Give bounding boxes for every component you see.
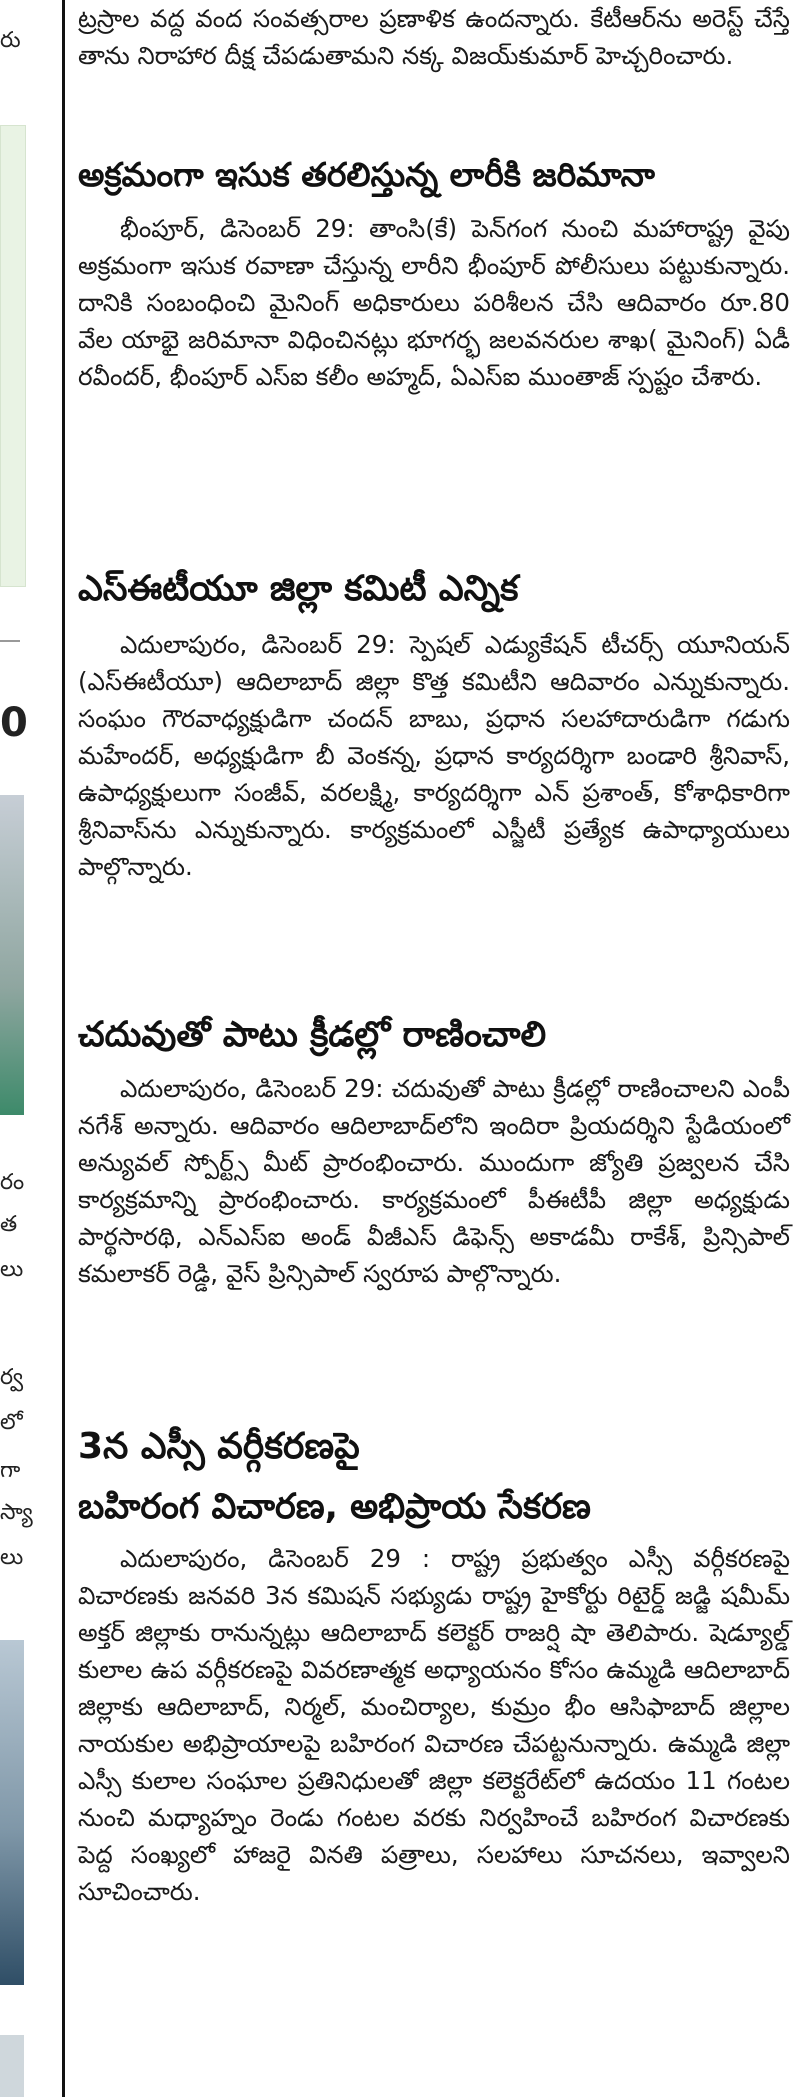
story-headline: చదువుతో పాటు క్రీడల్లో రాణించాలి (78, 1015, 547, 1055)
column-divider (0, 640, 20, 642)
clipped-text-fragment: రం (0, 1170, 25, 1195)
clipped-text-fragment: త (0, 1212, 18, 1237)
story-continuation (78, 0, 790, 74)
cropped-photo (0, 125, 26, 587)
story-sand-lorry-fine (78, 152, 790, 395)
story-sc-classification (78, 1424, 790, 1910)
story-paragraph: భీంపూర్, డిసెంబర్ 29: తాంసి(కే) పెన్‌గంగ నుంచి మహారాష్ట్ర వైపు అక్రమంగా ఇసుక రవాణా చేస్తున్న లారీని భీంపూర్ పోలీసులు పట్టుకున్నారు. దానికి సంబంధించి మైనింగ్ అధికారులు పరిశీలన చేసి ఆదివారం రూ.80 వేల యాభై జరిమానా విధించినట్లు భూగర్భ జలవనరుల శాఖ( మైనింగ్) ఏడీ రవీందర్, భీంపూర్ ఎస్ఐ కలీం అహ్మద్, ఏఎస్ఐ ముంతాజ్ స్పష్టం చేశారు. (78, 214, 790, 391)
clipped-text-fragment: 0 (0, 700, 28, 746)
clipped-text-fragment: స్యా (0, 1500, 33, 1525)
clipped-text-fragment: ర్వ (0, 1365, 24, 1390)
story-setu-committee (78, 566, 790, 885)
story-paragraph: ఎదులాపురం, డిసెంబర్ 29 : రాష్ట్ర ప్రభుత్వం ఎస్సీ వర్గీకరణపై విచారణకు జనవరి 3న కమిషన్ సభ్యుడు రాష్ట్ర హైకోర్టు రిటైర్డ్ జడ్జి షమీమ్ అక్తర్ జిల్లాకు రానున్నట్లు ఆదిలాబాద్ కలెక్టర్ రాజర్షి షా తెలిపారు. షెడ్యూల్డ్ కులాల ఉప వర్గీకరణపై వివరణాత్మక అధ్యాయనం కోసం ఉమ్మడి ఆదిలాబాద్ జిల్లాకు ఆదిలాబాద్, నిర్మల్, మంచిర్యాల, కుమ్రం భీం ఆసిఫాబాద్ జిల్లాల నాయకుల అభిప్రాయాలపై బహిరంగ విచారణ చేపట్టనున్నారు. ఉమ్మడి జిల్లా ఎస్సీ కులాల సంఘాల ప్రతినిధులతో జిల్లా కలెక్టరేట్‌లో ఉదయం 11 గంటల నుంచి మధ్యాహ్నం రెండు గంటల వరకు నిర్వహించే బహిరంగ విచారణకు పెద్ద సంఖ్యలో హాజరై వినతి పత్రాలు, సలహాలు సూచనలు, ఇవ్వాలని సూచించారు. (78, 1544, 790, 1906)
cropped-photo (0, 2035, 24, 2097)
clipped-text-fragment: గా (0, 1458, 21, 1483)
story-headline: అక్రమంగా ఇసుక తరలిస్తున్న లారీకి జరిమానా (78, 155, 655, 194)
story-subheadline: బహిరంగ విచారణ, అభిప్రాయ సేకరణ (78, 1487, 591, 1527)
clipped-text-fragment: లు (0, 1545, 24, 1570)
story-paragraph: ఎదులాపురం, డిసెంబర్ 29: చదువుతో పాటు క్రీడల్లో రాణించాలని ఎంపీ నగేశ్ అన్నారు. ఆదివారం ఆదిలాబాద్‌లోని ఇందిరా ప్రియదర్శిని స్టేడియంలో అన్యువల్ స్పోర్ట్స్ మీట్ ప్రారంభించారు. ముందుగా జ్యోతి ప్రజ్వలన చేసి కార్యక్రమాన్ని ప్రారంభించారు. కార్యక్రమంలో పీఈటీపీ జిల్లా అధ్యక్షుడు పార్థసారథి, ఎన్ఎస్ఐ అండ్ వీజీఎస్ డిఫెన్స్ అకాడమీ రాకేశ్, ప్రిన్సిపాల్ కమలాకర్ రెడ్డి, వైస్ ప్రిన్సిపాల్ స్వరూప పాల్గొన్నారు. (78, 1074, 790, 1288)
news-column (78, 0, 790, 2097)
adjacent-column-edge (0, 0, 33, 2097)
cropped-photo (0, 1640, 24, 1985)
story-headline: 3న ఎస్సీ వర్గీకరణపై (78, 1426, 360, 1467)
clipped-text-fragment: లు (0, 1257, 24, 1282)
clipped-text-fragment: రు (0, 28, 21, 53)
story-paragraph: ఎదులాపురం, డిసెంబర్ 29: స్పెషల్ ఎడ్యుకేషన్ టీచర్స్ యూనియన్ (ఎస్ఈటీయూ) ఆదిలాబాద్ జిల్లా కొత్త కమిటీని ఆదివారం ఎన్నుకున్నారు. సంఘం గౌరవాధ్యక్షుడిగా చందన్ బాబు, ప్రధాన సలహాదారుడిగా గడుగు మహేందర్, అధ్యక్షుడిగా బీ వెంకన్న, ప్రధాన కార్యదర్శిగా బండారి శ్రీనివాస్, ఉపాధ్యక్షులుగా సంజీవ్, వరలక్ష్మి, కార్యదర్శిగా ఎన్ ప్రశాంత్, కోశాధికారిగా శ్రీనివాస్‌ను ఎన్నుకున్నారు. కార్యక్రమంలో ఎస్జీటీ ప్రత్యేక ఉపాధ్యాయులు పాల్గొన్నారు. (78, 630, 790, 881)
story-paragraph: ట్రస్రాల వద్ద వంద సంవత్సరాల ప్రణాళిక ఉందన్నారు. కేటీఆర్‌ను అరెస్ట్ చేస్తే తాను నిరాహార దీక్ష చేపడుతామని నక్క విజయ్‌కుమార్ హెచ్చరించారు. (78, 4, 790, 70)
cropped-photo (0, 795, 24, 1115)
story-sports-meet (78, 1012, 790, 1292)
clipped-text-fragment: లో (0, 1410, 23, 1435)
column-rule (62, 0, 65, 2097)
story-headline: ఎస్ఈటీయూ జిల్లా కమిటీ ఎన్నిక (78, 569, 519, 609)
